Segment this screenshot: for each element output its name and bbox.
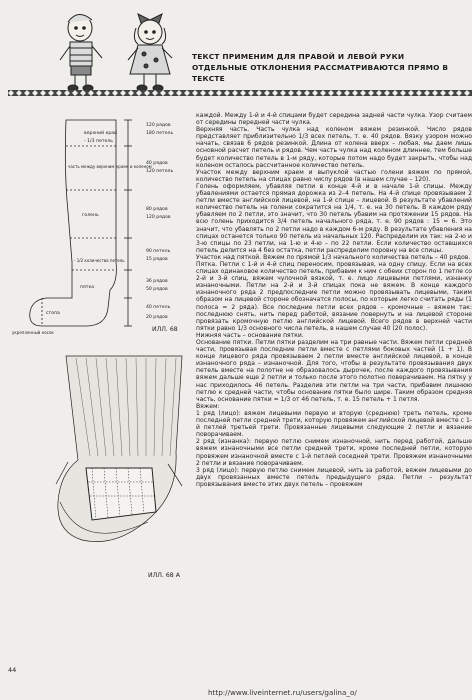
article-body: [196, 112, 472, 682]
paragraph: Голень оформляем, убавляя петли в конце 4-й и в начале 1-й спицы. Между убавлениями остается прямая дорожка из 2–4 петель. На 4-й спице провязываем 2 петли вместе английской лицевой, на 1-й спице – лицевой. В результате убавлений количество петель на голени сократится на 1/4, т. е. на 30 петель. В каждом ряду убавляем по 2 петли, это значит, что 30 петель убавим на протяжении 15 рядов. На всю голень приходится 3/4 петель начального ряда, т. е. 90 рядов : 15 = 6. Это значит, что убавлять по 2 петли надо в каждом 6-м ряду. В результате убавления на спицах останется только 90 петель из начальных 120. Распределим их так: на 2-ю и 3-ю спицы по 23 петли, на 1-ю и 4-ю – по 22 петли. Если количество оставшихся петель делится на 4 без остатка, петли распределим поровну на все спицы.: [196, 182, 472, 254]
diagram-label: - 1/2 количества петель: [74, 258, 125, 263]
source-url[interactable]: http://www.liveinternet.ru/users/galina_o/: [208, 688, 357, 697]
diagram-label: голень: [82, 213, 99, 218]
paragraph: 1 ряд (лицо): вяжем лицевыми первую и вторую (среднюю) треть петель, кроме последней петли средней трети, которую провяжем английской лицевой вместе с 1-й петлей третьей трети. Провязанные лицевыми следующие 2 петли и вязание поворачиваем.: [196, 409, 472, 439]
figure-caption-68: ИЛЛ. 68: [152, 326, 178, 333]
decorative-border: [8, 90, 472, 96]
dimension-label: 90 петель: [146, 249, 171, 254]
figure-caption-68a: ИЛЛ. 68 А: [148, 572, 180, 579]
dimension-label: 80 рядов: [146, 207, 168, 212]
dimension-label: 120 петель: [146, 169, 174, 174]
dimension-label: 15 рядов: [146, 257, 168, 262]
page-number: 44: [8, 666, 17, 674]
stocking-pattern-diagram: [6, 112, 192, 340]
page-header: [192, 51, 472, 84]
paragraph: Вяжем:: [196, 402, 220, 410]
header-line-2: ОТДЕЛЬНЫЕ ОТКЛОНЕНИЯ РАССМАТРИВАЮТСЯ ПРЯМО В ТЕКСТЕ: [192, 63, 449, 83]
diagram-label: пятка: [80, 285, 95, 290]
paragraph: Участок над пяткой. Вяжем по прямой 1/3 начального количества петель – 40 рядов.: [196, 253, 471, 261]
paragraph: каждой. Между 1-й и 4-й спицами будет середина задней части чулка. Узор считаем от середины передней части чулка.: [196, 112, 472, 127]
dimension-label: 50 рядов: [146, 287, 168, 292]
dimension-label: 180 петель: [146, 131, 174, 136]
diagram-label: стопа: [46, 311, 60, 316]
dimension-label: 40 петель: [146, 305, 171, 310]
paragraph: Верхняя часть. Часть чулка над коленом вяжем резинкой. Число рядов представляет приблизительно 1/3 всех петель, т. е. 40 рядов. Вязку узором можно начать, связав 6 рядов резинкой. Длина от колена вверх – любая, мы даем лишь основной расчет петель и рядов. Чем часть чулка над коленом длиннее, тем больше будет количество петель в 1-м ряду, которые потом надо будет закрыть, чтобы над коленом осталось рассчитанное количество петель.: [196, 126, 472, 169]
paragraph: 3 ряд (лицо): первую петлю снимем лицевой, нить за работой, вяжем лицевыми до двух провязанных вместе петель предыдущего ряда. Петли – результат провязывания вместе этих двух петель – провяжем: [196, 466, 472, 488]
header-line-1: ТЕКСТ ПРИМЕНИМ ДЛЯ ПРАВОЙ И ЛЕВОЙ РУКИ: [192, 52, 405, 61]
diagram-label: укрепленный носок: [12, 330, 54, 335]
paragraph: Основание пятки. Петли пятки разделим на три равные части. Вяжем петли средней части, провязывая последние петли вместе с петлями боковых частей (1 + 1). В конце лицевого ряда провязываем 2 петли вместе английской лицевой, в конце изнаночного ряда – изнаночной. Для того, чтобы в результате провязывания двух петель вместе на полотне не образовалось дырочек, после каждого провязывания вяжем дальше еще 2 петли и только после этого полотно поверачиваем. На пятку у нас приходилось 46 петель. Разделив эти петли на три части, прибавим лишнюю петлю к средней части, чтобы основание пятки было шире. Таким образом средняя часть, основание пятки = 1/3 от 46 петель, т. е. 15 петель + 1 петля.: [196, 339, 472, 403]
paragraph: Нижняя часть – основание пятки.: [196, 331, 304, 339]
diagram-label: - 1/3 петель: [84, 139, 113, 144]
diagram-label: часть между верхним краем и коленом: [68, 164, 152, 169]
paragraph: Участок между верхним краем и выпуклой частью голени вяжем по прямой, количество петель на спицах равно числу рядов (в нашем случае – 120).: [196, 168, 472, 183]
paragraph: Пятка. Петли с 1-й и 4-й спиц переносим, провязывая, на одну спицу. Если на всех спицах одинаковое количество петель, прибавим к ним с обеих сторон по 1 петле со 2-й и 3-й спиц, вяжем чулочной вязкой, т. е. лицо лицевыми петлями, изнанку изнаночными. Петли на 2-й и 3-й спицах пока не вяжем. В конце каждого изнаночного ряда 2 предпоследние петли можно провязывать лицевыми, таким образом на лицевой стороне обозначатся полосы, по которым легко считать ряды (1 полоса = 2 ряда). Все последние петли всех рядов – кромочные – вяжем так: последнюю снять, нить перед работой, вязание повернуть и на лицевой стороне провязать кромочную петлю английской лицевой. Всего рядов в верхней части пятки равно 1/3 основного числа петель, в нашем случае 40 (20 полос).: [196, 260, 472, 332]
diagram-label: верхний край: [84, 131, 118, 136]
dimension-label: 36 рядов: [146, 279, 168, 284]
dimension-label: 40 рядов: [146, 161, 168, 166]
dimension-label: 20 рядов: [146, 315, 168, 320]
heel-diagram: [52, 352, 194, 588]
dimension-label: 120 рядов: [146, 215, 171, 220]
children-illustration: [58, 8, 180, 94]
paragraph: 2 ряд (изнанка): первую петлю снимем изнаночной, нить перед работой, дальше вяжем изнаночными все петли средней трети, кроме последней петли, которую провяжем изнаночной вместе с 1-й петлей соседней трети. Провяжем изнаночными 2 петли и вязание поворачиваем.: [196, 438, 472, 467]
dimension-label: 120 рядов: [146, 123, 171, 128]
